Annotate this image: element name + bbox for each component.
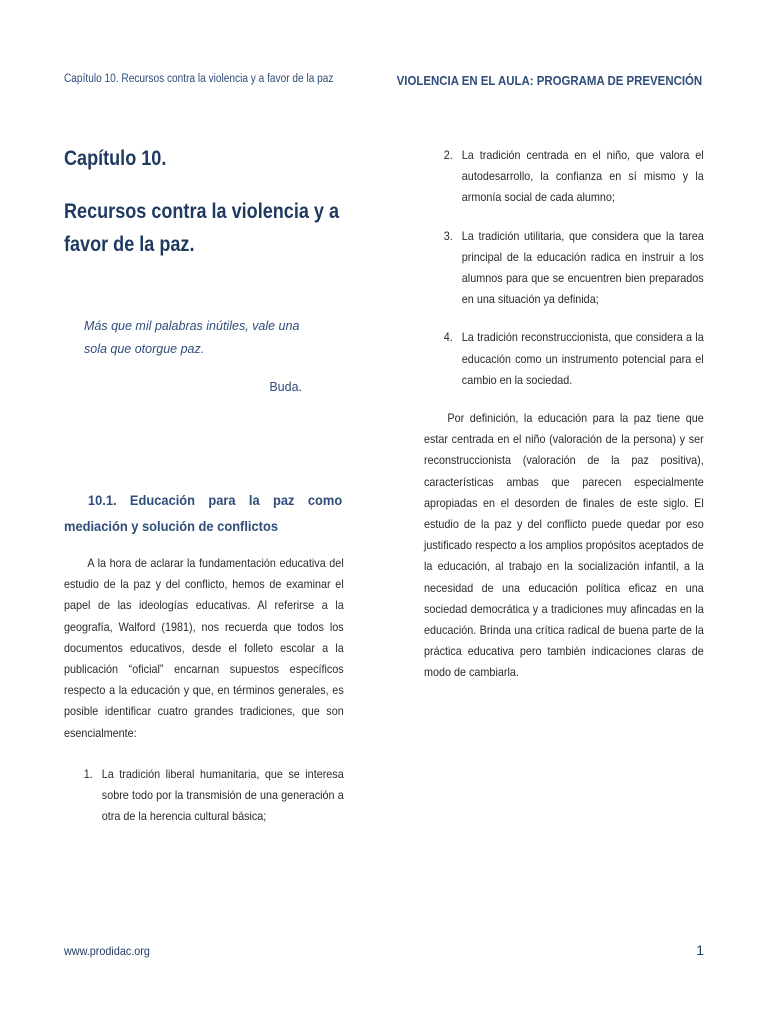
right-column bbox=[424, 145, 704, 684]
running-header-right: VIOLENCIA EN EL AULA: PROGRAMA DE PREVENCIÓN bbox=[396, 73, 702, 88]
epigraph-author: Buda. bbox=[269, 380, 302, 394]
list-item-text: La tradición centrada en el niño, que valora el autodesarrollo, la confianza en sí mismo y la armonía social de cada alumno; bbox=[461, 148, 704, 205]
section-intro-paragraph: A la hora de aclarar la fundamentación educativa del estudio de la paz y del conflicto, hemos de examinar el papel de las ideologías educativas. Al referirse a la geografía, Walford (1981), nos recuerda que todos los documentos educativos, desde el folleto escolar a la publicación “oficial” encarnan supuestos específicos respecto a la educación y que, en términos generales, es posible identificar cuatro grandes tradiciones, que son esencialmente: bbox=[64, 556, 344, 740]
list-item-number: 1. bbox=[83, 766, 93, 781]
list-item bbox=[424, 226, 704, 311]
list-item-text: La tradición utilitaria, que considera que la tarea principal de la educación radica en instruir a los alumnos para que se encuentren bien preparados en una situación ya definida; bbox=[461, 228, 704, 307]
list-item-text: La tradición liberal humanitaria, que se interesa sobre todo por la transmisión de una generación a otra de la herencia cultural básica; bbox=[101, 766, 344, 824]
list-item-text: La tradición reconstruccionista, que considera a la educación como un instrumento potencial para el cambio en la sociedad. bbox=[461, 330, 704, 387]
list-item bbox=[424, 327, 704, 391]
running-header-left: Capítulo 10. Recursos contra la violencia y a favor de la paz bbox=[64, 73, 334, 85]
traditions-list-part-2 bbox=[424, 145, 704, 391]
left-column bbox=[64, 145, 344, 844]
list-item bbox=[424, 145, 704, 209]
section-heading: 10.1. Educación para la paz como mediación y solución de conflictos bbox=[64, 492, 343, 534]
list-item-number: 2. bbox=[443, 148, 453, 162]
list-item-number: 4. bbox=[443, 330, 453, 345]
conclusion-paragraph: Por definición, la educación para la paz tiene que estar centrada en el niño (valoración de la persona) y ser reconstruccionista (valoración de la paz positiva), características ambas que parecen especialmente apropiadas en el desorden de finales de este siglo. El estudio de la paz y del conflicto puede quedar por eso justificado respecto a los amplios propósitos aceptados de la educación, al trabajo en la socialización infantil, a la necesidad de una educación política eficaz en una sociedad democrática y a tradiciones muy afincadas en la educación. Brinda una crítica radical de buena parte de la práctica educativa pero también indicaciones claras de modo de cambiarla. bbox=[424, 411, 704, 680]
list-item bbox=[64, 764, 344, 828]
epigraph-quote: Más que mil palabras inútiles, vale una sola que otorgue paz. bbox=[84, 319, 300, 356]
traditions-list-part-1 bbox=[64, 764, 344, 828]
chapter-title: Recursos contra la violencia y a favor de la paz. bbox=[64, 200, 340, 256]
footer-website-link[interactable]: www.prodidac.org bbox=[64, 944, 150, 958]
list-item-number: 3. bbox=[443, 228, 453, 243]
page-number: 1 bbox=[696, 942, 704, 958]
chapter-number: Capítulo 10. bbox=[64, 147, 167, 170]
